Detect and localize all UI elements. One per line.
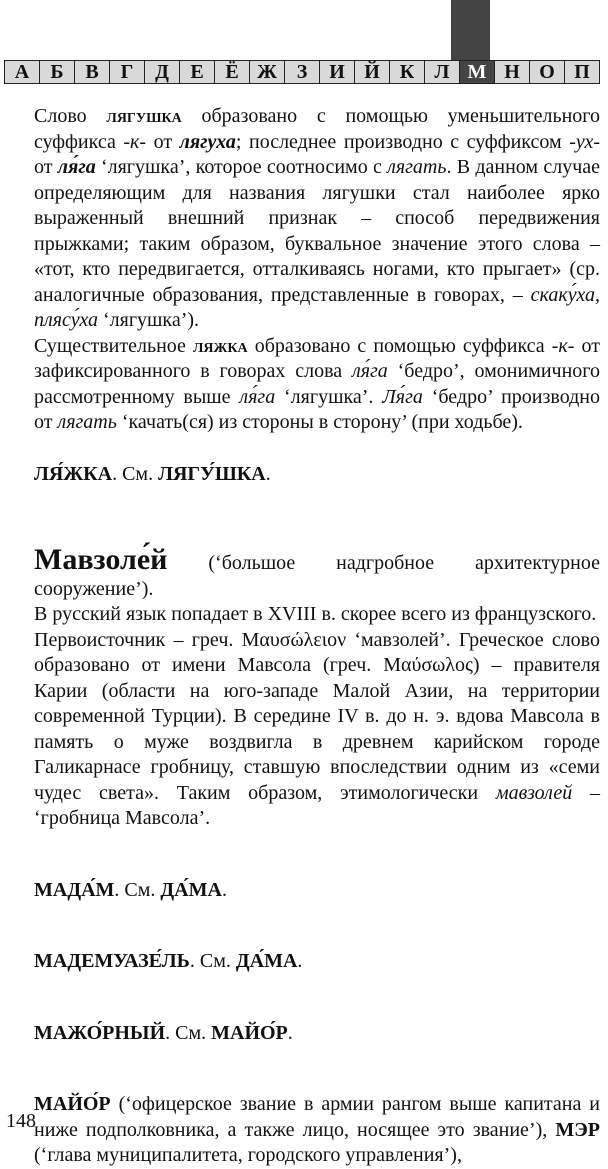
headword: Мавзоле́й — [34, 543, 168, 576]
letter-tab-10: Й — [355, 61, 390, 83]
letter-tab-7: Ж — [250, 61, 285, 83]
page-content — [34, 104, 600, 1169]
text: от — [146, 130, 180, 153]
text: В русский язык попадает в XVIII в. скорее всего из французского. — [34, 603, 597, 625]
term: ляжка — [193, 334, 248, 357]
punct: . — [221, 878, 227, 901]
text: образовано с помощью уменьшительного суффикса — [34, 105, 600, 153]
xref-lyazhka — [34, 462, 600, 488]
term: ля́га — [57, 156, 96, 178]
xref-target: МАЙО́Р — [211, 1021, 288, 1044]
suffix: -к- — [123, 130, 147, 153]
see-label: . См. — [112, 462, 159, 485]
text: Существительное — [34, 334, 193, 357]
paragraph-lyagushka — [34, 104, 600, 334]
letter-tab-0: А — [5, 61, 40, 83]
definition: (‘офицерское звание в армии рангом выше капитана и ниже подполковника, а также лицо, носящее это звание’), — [34, 1093, 600, 1141]
entry-mayor — [34, 1092, 600, 1169]
definition: (‘глава муниципалитета, городского управления’), — [34, 1144, 462, 1166]
letter-tab-8: З — [285, 61, 320, 83]
letter-tab-15: О — [530, 61, 565, 83]
letter-tab-1: Б — [40, 61, 75, 83]
letter-tab-14: Н — [495, 61, 530, 83]
letter-tab-2: В — [75, 61, 110, 83]
letter-tab-3: Г — [110, 61, 145, 83]
term: ля́га — [239, 385, 276, 408]
text: ‘лягушка’, которое соотносимо с — [95, 156, 388, 178]
text: ‘бедро’ производно от — [34, 385, 600, 433]
text: от — [34, 156, 58, 178]
text: образовано с помощью суффикса — [247, 334, 552, 357]
text: – ‘гробница Мавсола’. — [34, 781, 600, 829]
paragraph-mavzoley-2 — [34, 628, 600, 832]
see-label: . См. — [189, 950, 236, 972]
term: лягушка — [106, 105, 182, 127]
punct: . — [297, 950, 303, 972]
text: Слово — [34, 105, 107, 127]
entry-mavzoley — [34, 543, 600, 602]
paragraph-lyazhka — [34, 334, 600, 436]
term: лягать — [57, 411, 117, 433]
term: ля́га — [351, 360, 388, 382]
text: ‘лягушка’. — [275, 385, 383, 408]
headword: ЛЯ́ЖКА — [34, 462, 113, 485]
active-letter-marker — [451, 0, 490, 60]
term: Ля́га — [382, 385, 423, 408]
text: ‘лягушка’). — [97, 309, 200, 331]
headword: МАЖО́РНЫЙ — [34, 1021, 166, 1044]
headword: МАЙО́Р — [34, 1093, 111, 1115]
text: ; последнее производно с суффиксом — [235, 130, 570, 153]
xref-mazhorny — [34, 1021, 600, 1047]
see-label: . См. — [165, 1021, 212, 1044]
xref-target: ДА́МА — [235, 950, 298, 972]
xref-mademuazel — [34, 949, 600, 975]
letter-tab-11: К — [390, 61, 425, 83]
letter-tab-6: Ё — [215, 61, 250, 83]
letter-tab-16: П — [574, 61, 590, 83]
headword: МАДЕМУАЗЕ́ЛЬ — [34, 950, 190, 972]
letter-tab-9: И — [320, 61, 355, 83]
xref-target: ЛЯГУ́ШКА — [158, 462, 266, 485]
text: от зафиксированного в говорах слова — [34, 334, 600, 382]
term: лягать — [387, 156, 447, 178]
text: Первоисточник – греч. Μαυσώλειον ‘мавзолей’. Греческое слово образовано от имени Мавсола (греч. Μαύσωλος) – правителя Карии (области на юго-западе Малой Азии, на территории современной Турции). В середине IV в. до н. э. вдова Мавсола в память о муже воздвигла в древнем карийском городе Галикарнасе гробницу, ставшую впоследствии одним из «семи чудес света». Таким образом, этимологически — [34, 628, 600, 804]
xref-target: ДА́МА — [160, 878, 222, 901]
see-label: . См. — [114, 878, 161, 901]
page-number: 148 — [6, 1110, 36, 1132]
term: мавзолей — [495, 781, 573, 804]
xref-madam — [34, 878, 600, 904]
definition: (‘большое надгробное архитектурное сооружение’). — [34, 552, 600, 600]
headword: МАДА́М — [34, 878, 115, 901]
headword: МЭР — [555, 1118, 600, 1141]
letter-tab-13: М — [460, 61, 495, 83]
letter-tab-4: Д — [145, 61, 180, 83]
term: скаку́ха, плясу́ха — [34, 283, 600, 331]
punct: . — [265, 462, 271, 485]
text: . В данном случае определяющим для названия лягушки стал наиболее ярко выраженный внешний признак – способ передвижения прыжками; таким образом, буквальное значение этого слова – «тот, кто передвигается, отталкиваясь ногами, кто прыгает» (ср. аналогичные образования, представленные в говорах, – — [34, 156, 601, 306]
suffix: -ух- — [569, 130, 600, 153]
term: лягуха — [179, 130, 236, 153]
suffix: -к- — [551, 334, 575, 357]
paragraph-mavzoley-1 — [34, 602, 600, 628]
letter-tab-5: Е — [180, 61, 215, 83]
punct: . — [287, 1021, 293, 1044]
text: ‘качать(ся) из стороны в сторону’ (при ходьбе). — [116, 411, 523, 433]
letter-tab-12: Л — [425, 61, 460, 83]
text: ‘бедро’, омонимичного рассмотренному выше — [34, 360, 601, 408]
alphabet-index — [4, 60, 600, 84]
